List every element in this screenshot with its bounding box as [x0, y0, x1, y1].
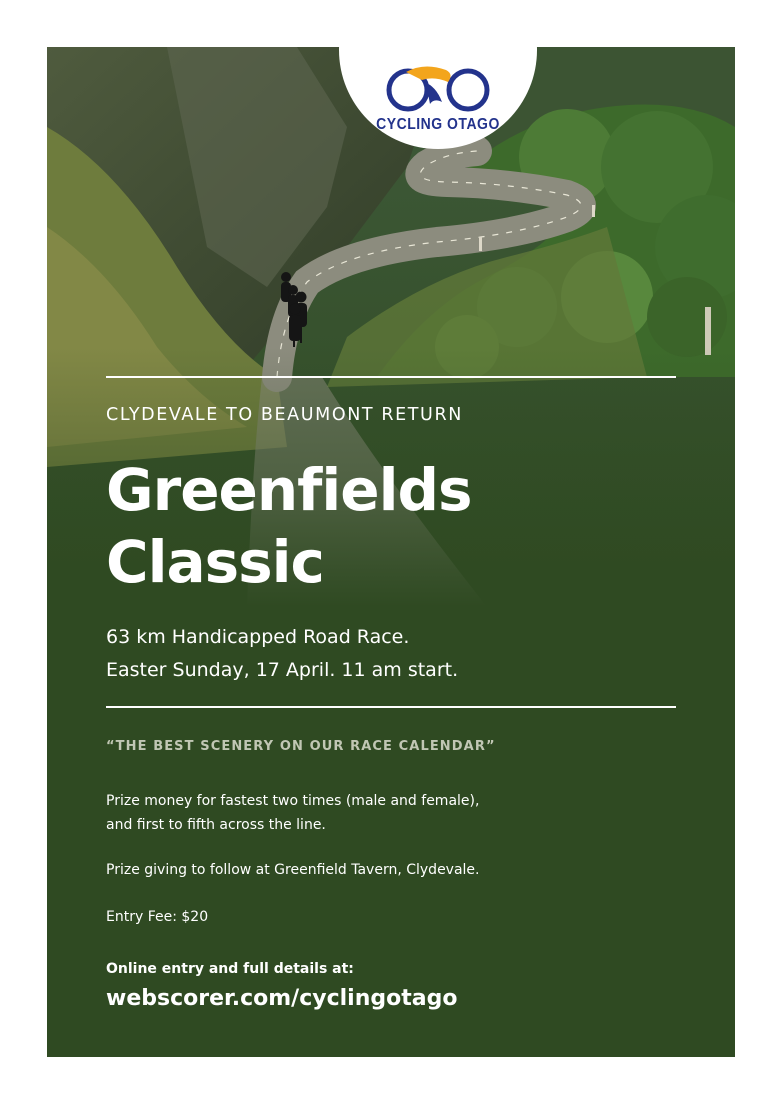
online-entry-label: Online entry and full details at:	[106, 961, 354, 977]
event-route-subtitle: CLYDEVALE TO BEAUMONT RETURN	[106, 405, 463, 425]
event-title-line-2: Classic	[106, 528, 324, 596]
entry-fee: Entry Fee: $20	[106, 909, 209, 925]
prize-money-line-2: and first to fifth across the line.	[106, 817, 326, 833]
cycling-otago-logo-icon	[384, 64, 492, 116]
race-description: 63 km Handicapped Road Race.	[106, 626, 410, 648]
event-title	[106, 454, 472, 598]
event-poster	[47, 47, 735, 1057]
middle-divider	[106, 706, 676, 708]
entry-url-link[interactable]: webscorer.com/cyclingotago	[106, 986, 458, 1011]
scenery-quote: “THE BEST SCENERY ON OUR RACE CALENDAR”	[106, 739, 496, 754]
prize-money-line-1: Prize money for fastest two times (male and female),	[106, 793, 480, 809]
event-title-line-1: Greenfields	[106, 456, 472, 524]
prize-giving-info: Prize giving to follow at Greenfield Tavern, Clydevale.	[106, 862, 480, 878]
logo-wordmark: CYCLING OTAGO	[376, 113, 500, 133]
race-date-time: Easter Sunday, 17 April. 11 am start.	[106, 659, 459, 681]
top-divider	[106, 376, 676, 378]
